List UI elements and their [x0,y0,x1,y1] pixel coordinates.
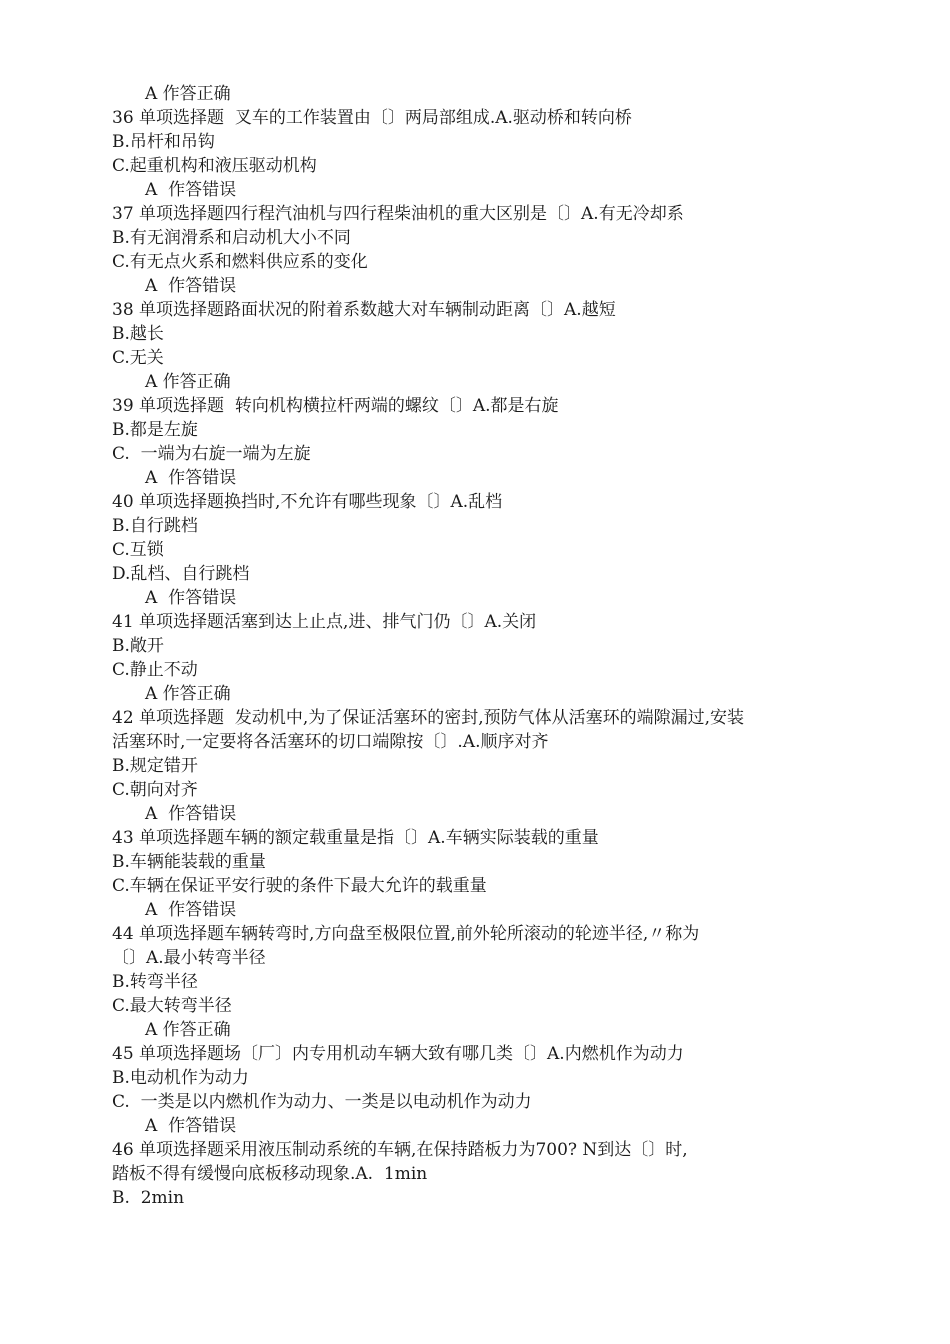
question-text-line: C.朝向对齐 [112,780,198,800]
question-text-line: B.自行跳档 [112,516,198,536]
answer-result-line: A 作答错误 [145,588,237,608]
question-text-line: 踏板不得有缓慢向底板移动现象.A. 1min [112,1164,428,1184]
answer-result-line: A 作答错误 [145,900,237,920]
answer-result-line: A 作答正确 [145,684,231,704]
answer-result-line: A 作答正确 [145,84,231,104]
question-text-line: C. 一端为右旋一端为左旋 [112,444,311,464]
question-text-line: 〔〕A.最小转弯半径 [112,948,266,968]
question-text-line: C.起重机构和液压驱动机构 [112,156,317,176]
question-text-line: B.敞开 [112,636,164,656]
answer-result-line: A 作答错误 [145,1116,237,1136]
question-text-line: C.有无点火系和燃料供应系的变化 [112,252,368,272]
question-text-line: B.越长 [112,324,164,344]
answer-result-line: A 作答错误 [145,276,237,296]
question-text-line: 40 单项选择题换挡时,不允许有哪些现象〔〕A.乱档 [112,492,503,512]
question-text-line: 43 单项选择题车辆的额定载重量是指〔〕A.车辆实际装载的重量 [112,828,599,848]
question-text-line: B.车辆能装载的重量 [112,852,266,872]
question-text-line: B. 2min [112,1188,185,1208]
question-text-line: C.车辆在保证平安行驶的条件下最大允许的载重量 [112,876,487,896]
question-text-line: 44 单项选择题车辆转弯时,方向盘至极限位置,前外轮所滚动的轮迹半径,〃称为 [112,924,700,944]
answer-result-line: A 作答错误 [145,180,237,200]
question-text-line: 38 单项选择题路面状况的附着系数越大对车辆制动距离〔〕A.越短 [112,300,616,320]
question-text-line: 36 单项选择题 叉车的工作装置由〔〕两局部组成.A.驱动桥和转向桥 [112,108,632,128]
question-text-line: 46 单项选择题采用液压制动系统的车辆,在保持踏板力为700? N到达〔〕时, [112,1140,688,1160]
question-text-line: B.都是左旋 [112,420,198,440]
question-text-line: C.互锁 [112,540,164,560]
answer-result-line: A 作答错误 [145,468,237,488]
question-text-line: B.电动机作为动力 [112,1068,249,1088]
answer-result-line: A 作答正确 [145,372,231,392]
question-text-line: 45 单项选择题场〔厂〕内专用机动车辆大致有哪几类〔〕A.内燃机作为动力 [112,1044,684,1064]
question-text-line: 37 单项选择题四行程汽油机与四行程柴油机的重大区别是〔〕A.有无冷却系 [112,204,684,224]
question-text-line: B.规定错开 [112,756,198,776]
answer-result-line: A 作答正确 [145,1020,231,1040]
question-text-line: C.无关 [112,348,164,368]
question-text-line: 39 单项选择题 转向机构横拉杆两端的螺纹〔〕A.都是右旋 [112,396,559,416]
question-text-line: C.最大转弯半径 [112,996,232,1016]
question-text-line: B.有无润滑系和启动机大小不同 [112,228,351,248]
question-text-line: C. 一类是以内燃机作为动力、一类是以电动机作为动力 [112,1092,532,1112]
question-text-line: B.吊杆和吊钩 [112,132,215,152]
question-text-line: B.转弯半径 [112,972,198,992]
question-text-line: 42 单项选择题 发动机中,为了保证活塞环的密封,预防气体从活塞环的端隙漏过,安装 [112,708,745,728]
question-text-line: 41 单项选择题活塞到达上止点,进、排气门仍〔〕A.关闭 [112,612,537,632]
question-text-line: C.静止不动 [112,660,198,680]
question-list [112,82,842,1210]
question-text-line: 活塞环时,一定要将各活塞环的切口端隙按〔〕.A.顺序对齐 [112,732,549,752]
answer-result-line: A 作答错误 [145,804,237,824]
question-text-line: D.乱档、自行跳档 [112,564,250,584]
